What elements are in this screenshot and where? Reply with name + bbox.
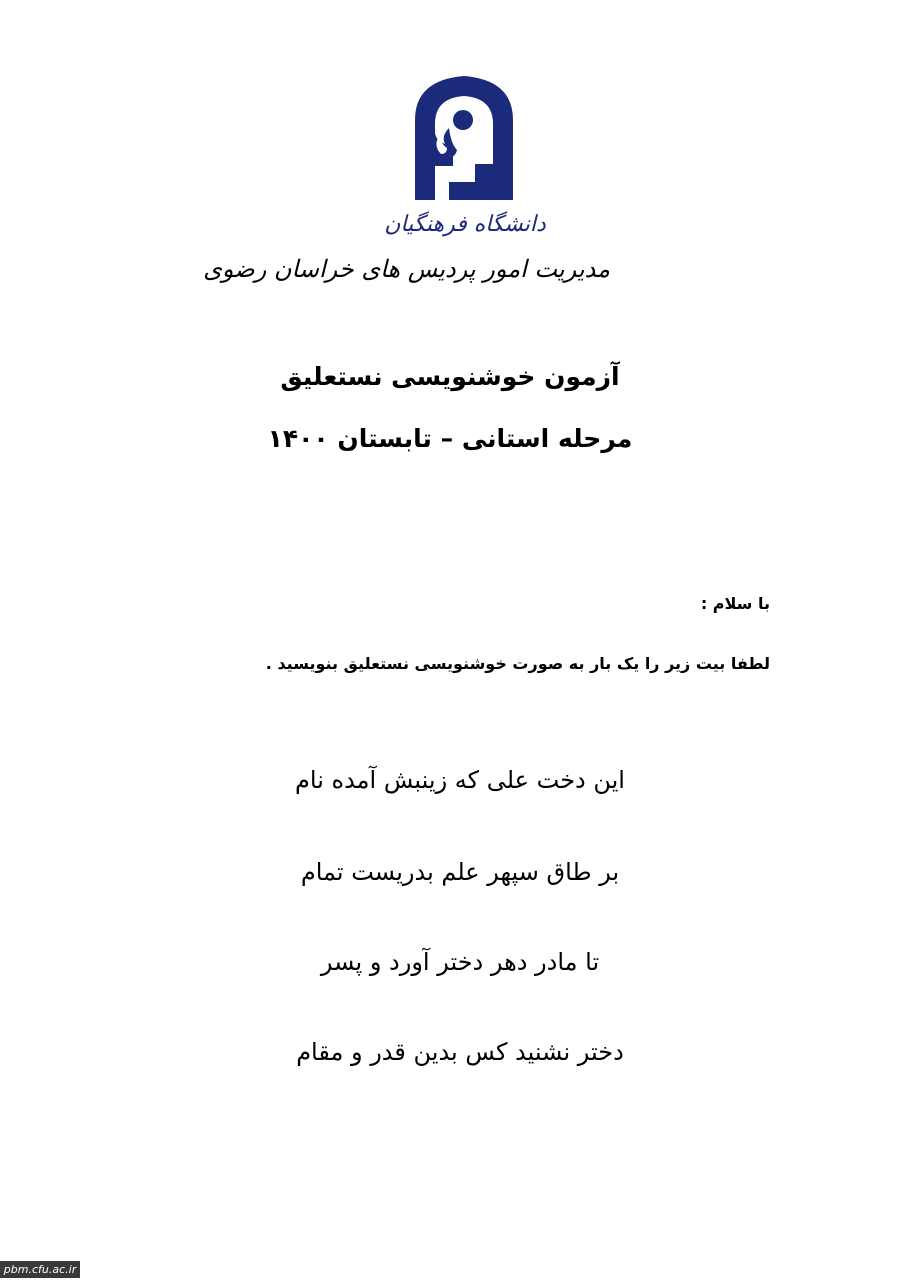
greeting-text: با سلام : [700,594,770,613]
exam-stage: مرحله استانی – تابستان ۱۴۰۰ [267,424,633,453]
university-name: دانشگاه فرهنگیان [384,212,546,237]
university-emblem-icon [405,74,523,200]
verse-line-3: تا مادر دهر دختر آورد و پسر [320,948,600,976]
verse-line-4: دختر نشنید کس بدین قدر و مقام [296,1038,624,1066]
university-logo [405,74,523,200]
management-subtitle: مدیریت امور پردیس های خراسان رضوی [203,255,610,283]
instruction-text: لطفا بیت زیر را یک بار به صورت خوشنویسی نستعلیق بنویسید . [265,654,770,673]
site-url-badge: pbm.cfu.ac.ir [0,1261,80,1278]
verse-line-2: بر طاق سپهر علم بدریست تمام [300,858,620,886]
exam-title: آزمون خوشنویسی نستعلیق [280,362,620,391]
verse-line-1: این دخت علی که زینبش آمده نام [295,766,625,794]
